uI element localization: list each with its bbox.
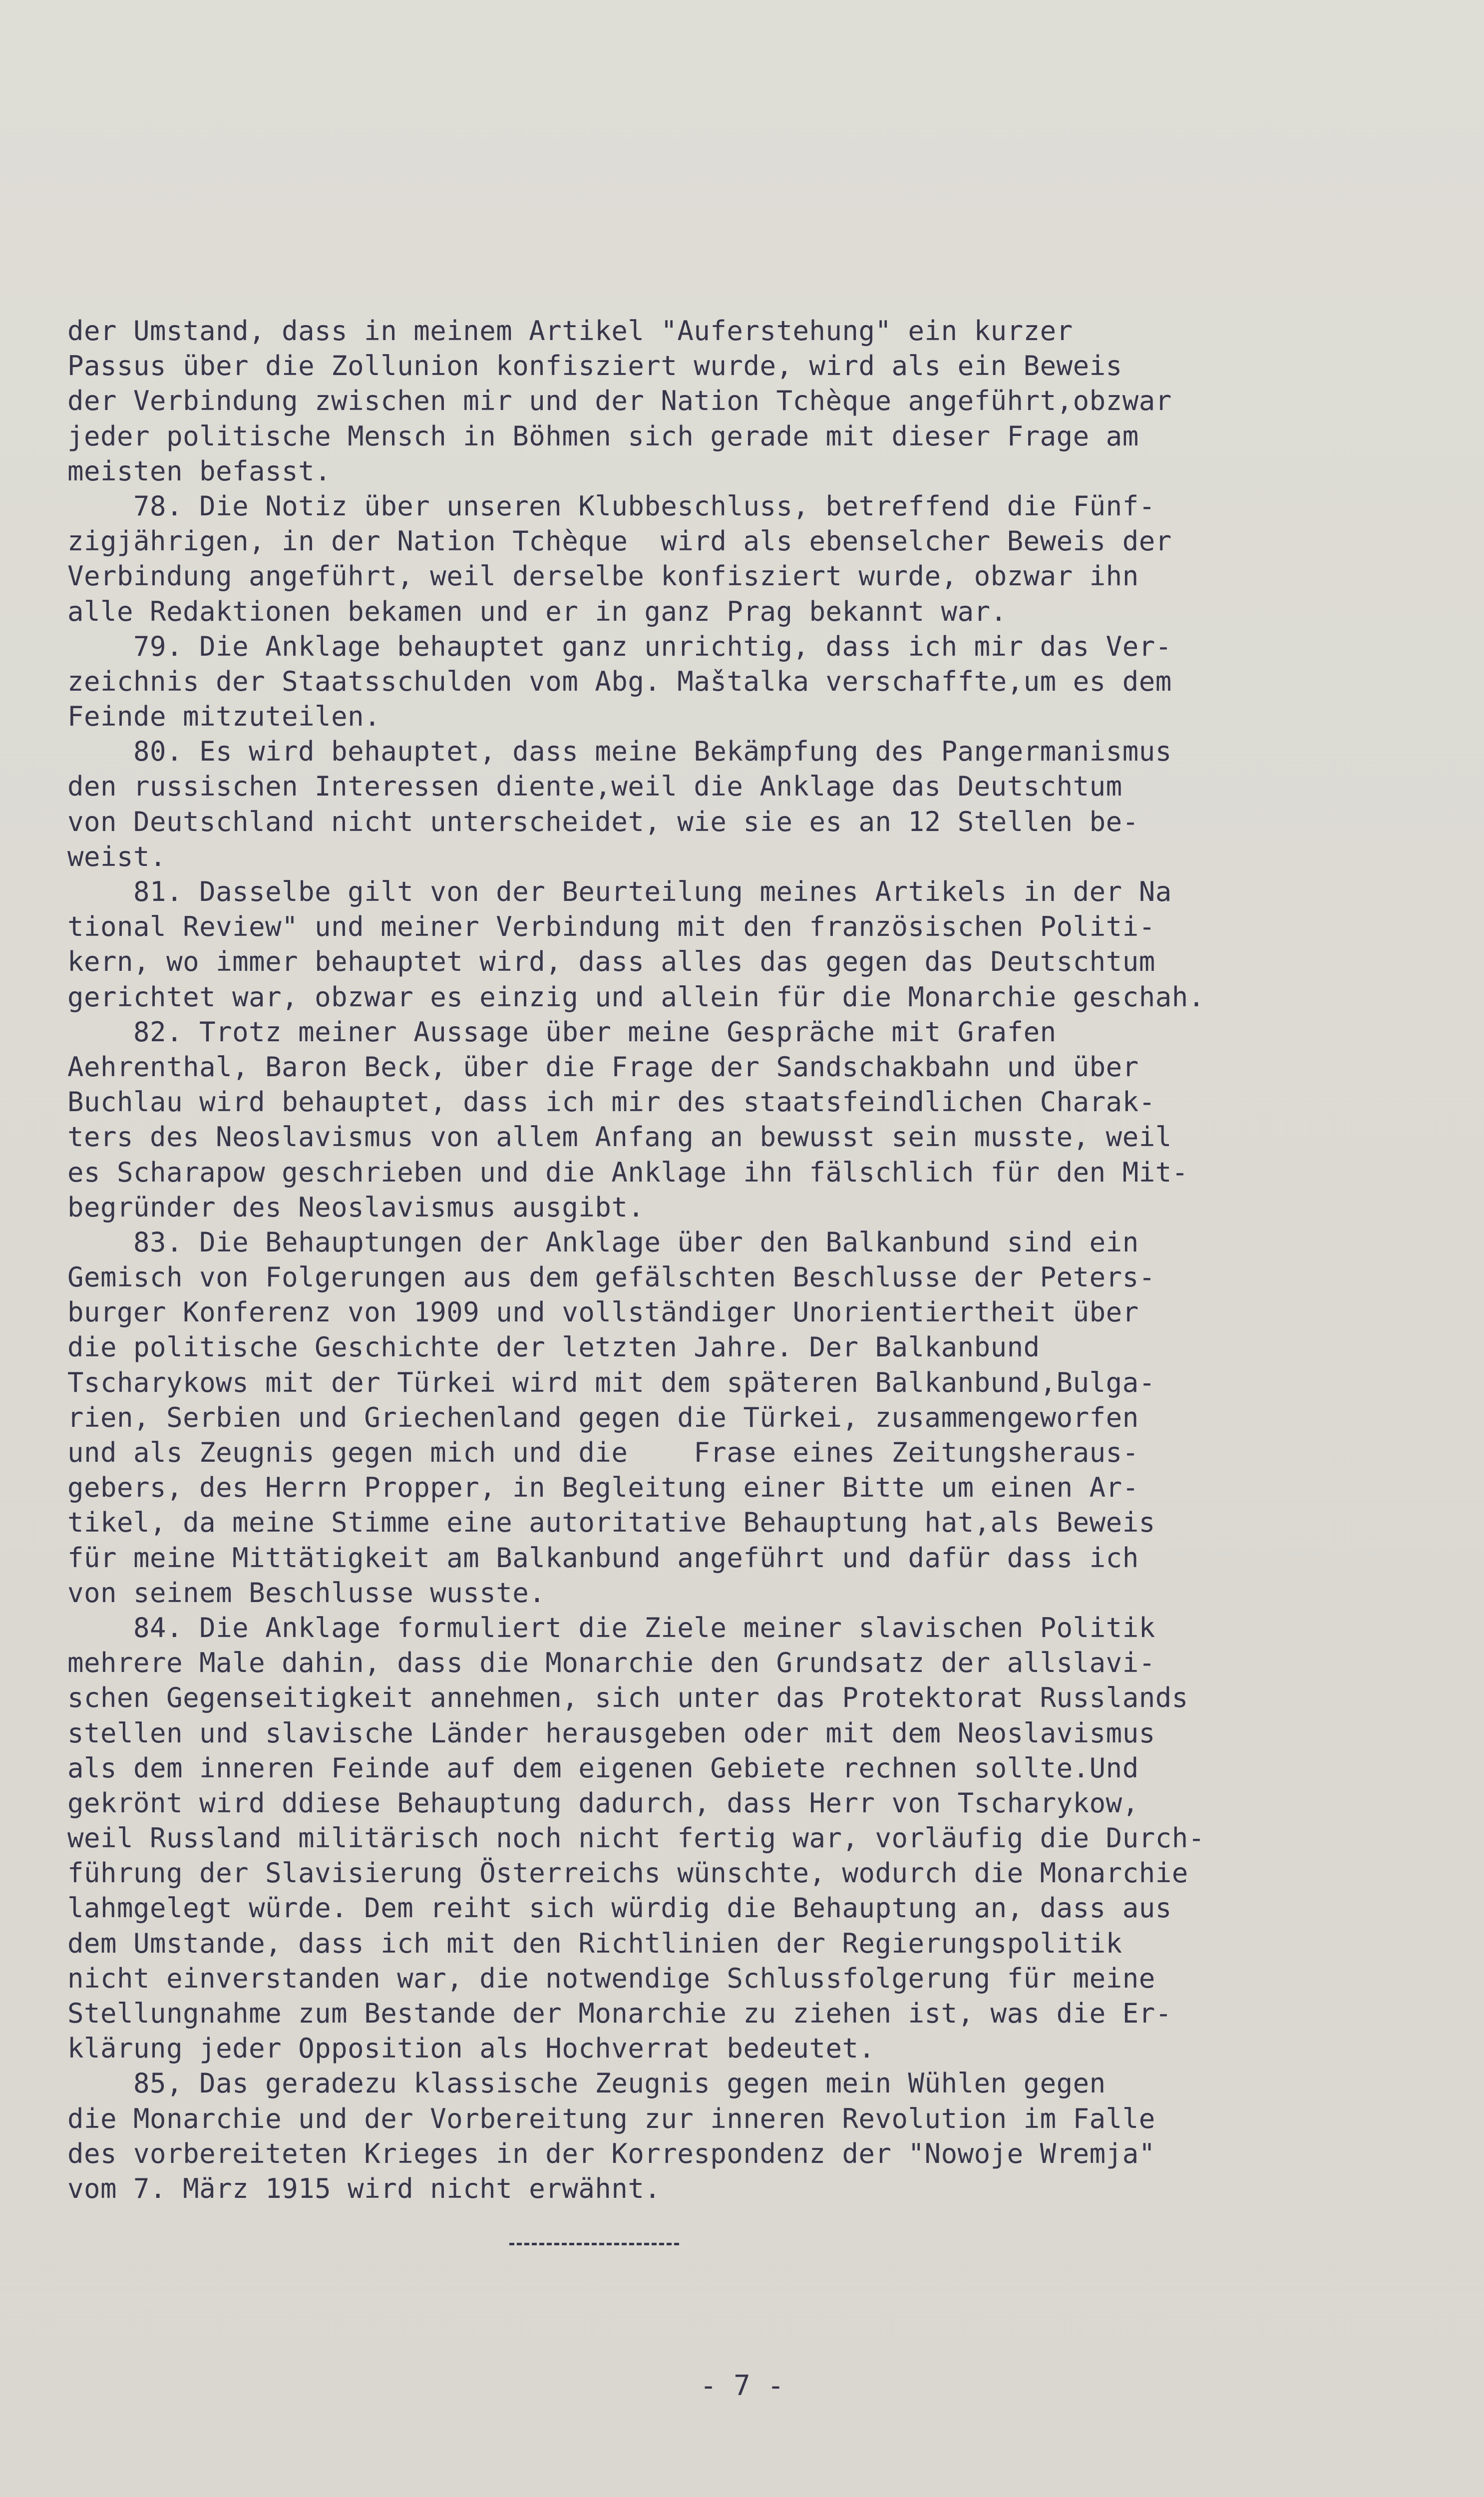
- text-line: gebers, des Herrn Propper, in Begleitung einer Bitte um einen Ar-: [67, 1472, 1139, 1504]
- text-line: weil Russland militärisch noch nicht fertig war, vorläufig die Durch-: [67, 1822, 1205, 1854]
- text-line: jeder politische Mensch in Böhmen sich gerade mit dieser Frage am: [67, 420, 1139, 452]
- text-line: 78. Die Notiz über unseren Klubbeschluss, betreffend die Fünf-: [67, 490, 1155, 522]
- text-line: tikel, da meine Stimme eine autoritative Behauptung hat,als Beweis: [67, 1507, 1155, 1539]
- text-line: tional Review" und meiner Verbindung mit den französischen Politi-: [67, 911, 1155, 943]
- text-line: der Umstand, dass in meinem Artikel "Auferstehung" ein kurzer: [67, 315, 1073, 347]
- text-line: zigjährigen, in der Nation Tchèque wird als ebenselcher Beweis der: [67, 525, 1172, 557]
- text-line: nicht einverstanden war, die notwendige Schlussfolgerung für meine: [67, 1962, 1155, 1994]
- text-line: 80. Es wird behauptet, dass meine Bekämpfung des Pangermanismus: [67, 736, 1172, 768]
- text-line: alle Redaktionen bekamen und er in ganz Prag bekannt war.: [67, 595, 1007, 627]
- text-line: 82. Trotz meiner Aussage über meine Gespräche mit Grafen: [67, 1016, 1057, 1048]
- text-line: meisten befasst.: [67, 455, 332, 487]
- text-line: Gemisch von Folgerungen aus dem gefälschten Beschlusse der Peters-: [67, 1261, 1155, 1293]
- text-line: gekrönt wird ddiese Behauptung dadurch, dass Herr von Tscharykow,: [67, 1787, 1139, 1819]
- text-line: stellen und slavische Länder herausgeben oder mit dem Neoslavismus: [67, 1717, 1155, 1749]
- text-line: Buchlau wird behauptet, dass ich mir des staatsfeindlichen Charak-: [67, 1086, 1155, 1118]
- text-line: und als Zeugnis gegen mich und die Frase eines Zeitungsheraus-: [67, 1437, 1139, 1468]
- section-divider: [509, 2243, 679, 2245]
- text-line: führung der Slavisierung Österreichs wünschte, wodurch die Monarchie: [67, 1857, 1188, 1889]
- text-line: 79. Die Anklage behauptet ganz unrichtig, dass ich mir das Ver-: [67, 630, 1172, 662]
- text-line: ters des Neoslavismus von allem Anfang an bewusst sein musste, weil: [67, 1121, 1172, 1153]
- text-line: Passus über die Zollunion konfisziert wurde, wird als ein Beweis: [67, 350, 1122, 382]
- text-line: lahmgelegt würde. Dem reiht sich würdig die Behauptung an, dass aus: [67, 1892, 1172, 1924]
- document-body: [67, 314, 1481, 2206]
- text-line: begründer des Neoslavismus ausgibt.: [67, 1191, 645, 1223]
- text-line: des vorbereiteten Krieges in der Korrespondenz der "Nowoje Wremja": [67, 2137, 1155, 2169]
- text-line: schen Gegenseitigkeit annehmen, sich unter das Protektorat Russlands: [67, 1682, 1188, 1714]
- text-line: dem Umstande, dass ich mit den Richtlinien der Regierungspolitik: [67, 1927, 1122, 1959]
- text-line: Aehrenthal, Baron Beck, über die Frage der Sandschakbahn und über: [67, 1051, 1139, 1083]
- text-line: für meine Mittätigkeit am Balkanbund angeführt und dafür dass ich: [67, 1542, 1139, 1574]
- text-line: rien, Serbien und Griechenland gegen die Türkei, zusammengeworfen: [67, 1401, 1139, 1433]
- text-line: vom 7. März 1915 wird nicht erwähnt.: [67, 2172, 661, 2204]
- text-line: die politische Geschichte der letzten Jahre. Der Balkanbund: [67, 1331, 1040, 1363]
- text-line: 85, Das geradezu klassische Zeugnis gegen mein Wühlen gegen: [67, 2068, 1106, 2099]
- text-line: es Scharapow geschrieben und die Anklage ihn fälschlich für den Mit-: [67, 1156, 1188, 1188]
- text-line: 84. Die Anklage formuliert die Ziele meiner slavischen Politik: [67, 1612, 1155, 1644]
- text-line: 83. Die Behauptungen der Anklage über den Balkanbund sind ein: [67, 1226, 1139, 1258]
- text-line: kern, wo immer behauptet wird, dass alles das gegen das Deutschtum: [67, 946, 1155, 978]
- text-line: gerichtet war, obzwar es einzig und allein für die Monarchie geschah.: [67, 981, 1205, 1013]
- text-line: den russischen Interessen diente,weil die Anklage das Deutschtum: [67, 771, 1122, 803]
- text-line: Tscharykows mit der Türkei wird mit dem späteren Balkanbund,Bulga-: [67, 1366, 1155, 1398]
- text-line: burger Konferenz von 1909 und vollständiger Unorientiertheit über: [67, 1296, 1139, 1328]
- text-line: 81. Dasselbe gilt von der Beurteilung meines Artikels in der Na: [67, 876, 1172, 907]
- text-line: als dem inneren Feinde auf dem eigenen Gebiete rechnen sollte.Und: [67, 1752, 1139, 1784]
- text-line: mehrere Male dahin, dass die Monarchie den Grundsatz der allslavi-: [67, 1647, 1155, 1679]
- page-number: - 7 -: [700, 2370, 784, 2402]
- text-line: von Deutschland nicht unterscheidet, wie sie es an 12 Stellen be-: [67, 806, 1139, 837]
- text-line: Stellungnahme zum Bestande der Monarchie zu ziehen ist, was die Er-: [67, 1998, 1172, 2029]
- text-line: von seinem Beschlusse wusste.: [67, 1577, 546, 1609]
- text-line: die Monarchie und der Vorbereitung zur inneren Revolution im Falle: [67, 2102, 1155, 2134]
- text-line: klärung jeder Opposition als Hochverrat bedeutet.: [67, 2033, 875, 2065]
- text-line: zeichnis der Staatsschulden vom Abg. Maštalka verschaffte,um es dem: [67, 665, 1172, 697]
- text-line: Feinde mitzuteilen.: [67, 701, 381, 733]
- text-line: der Verbindung zwischen mir und der Nation Tchèque angeführt,obzwar: [67, 385, 1172, 417]
- text-line: weist.: [67, 840, 167, 872]
- text-line: Verbindung angeführt, weil derselbe konfisziert wurde, obzwar ihn: [67, 560, 1139, 592]
